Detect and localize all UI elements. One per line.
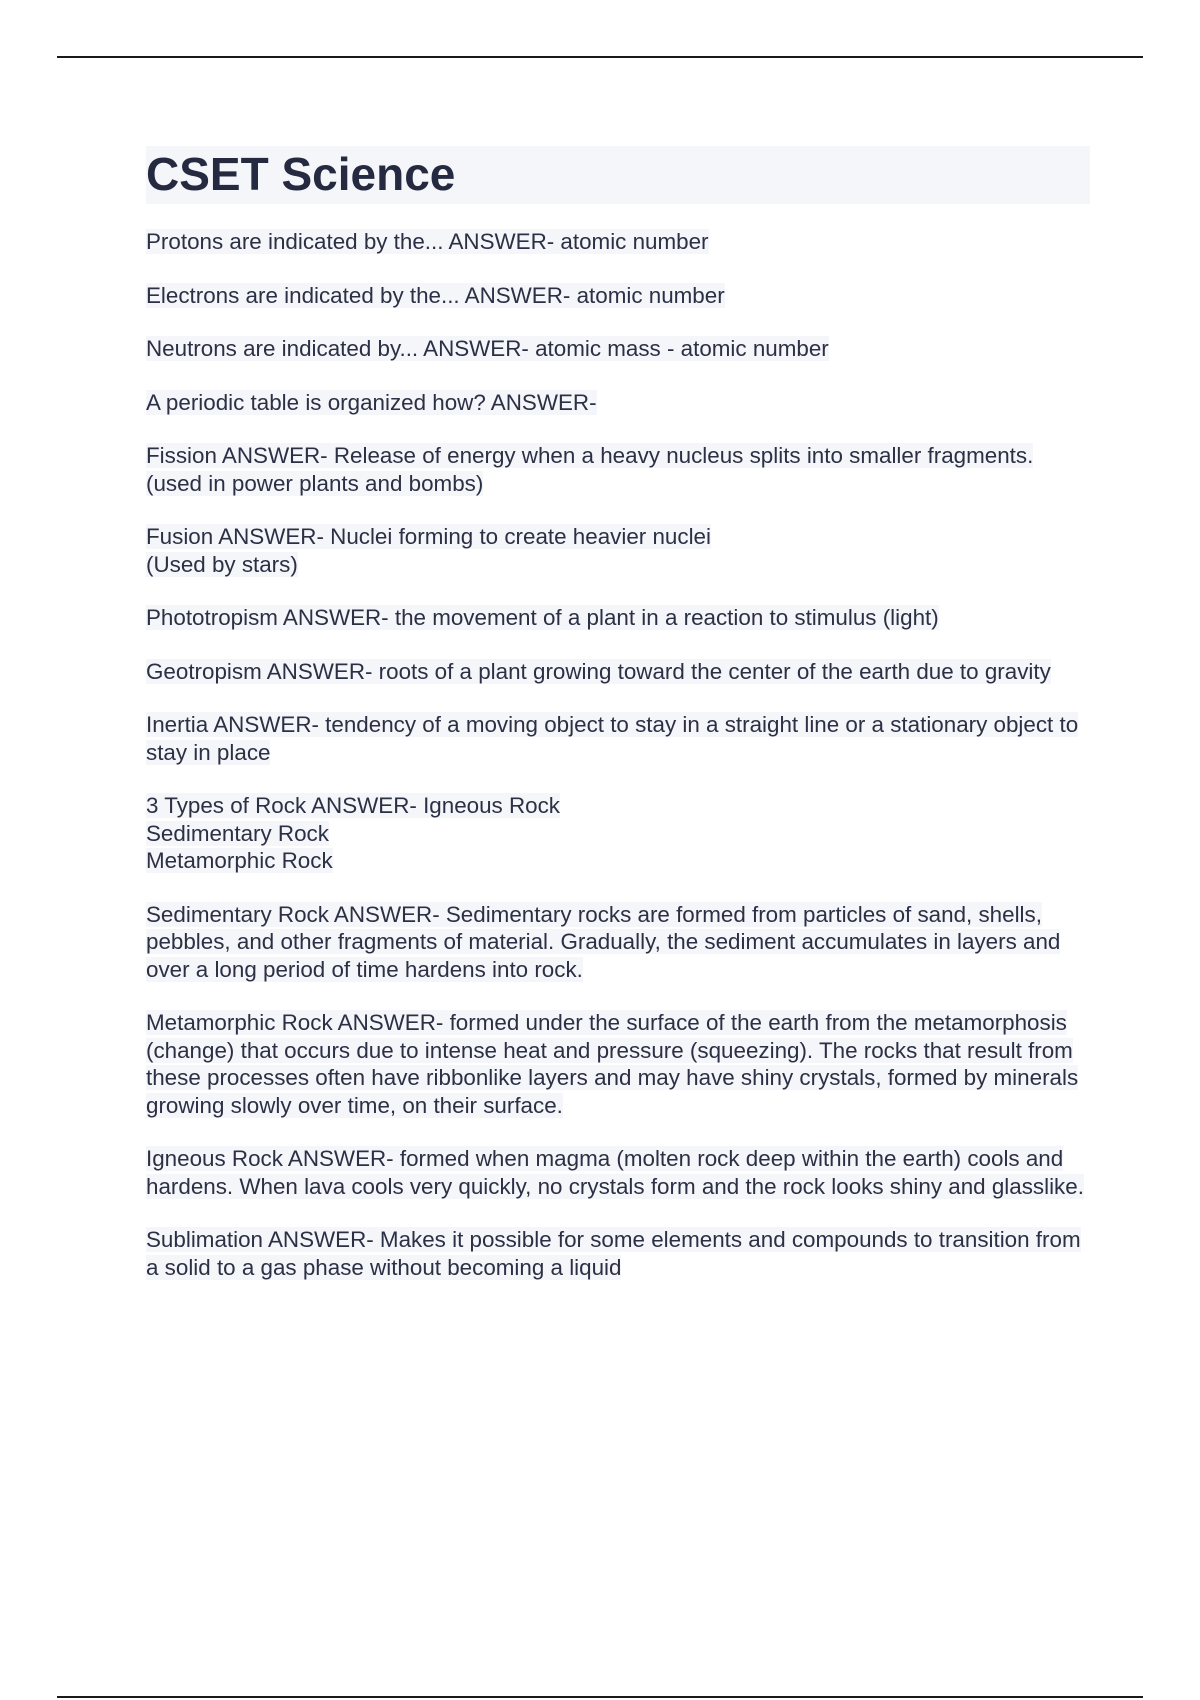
entry-line: Neutrons are indicated by... ANSWER- atomic mass - atomic number bbox=[146, 336, 829, 361]
entry-line: (Used by stars) bbox=[146, 551, 298, 577]
qa-entry-geotropism bbox=[146, 658, 1090, 686]
qa-entry-rock-types bbox=[146, 792, 1090, 875]
qa-entry-metamorphic-rock bbox=[146, 1009, 1090, 1119]
entry-line: 3 Types of Rock ANSWER- Igneous Rock bbox=[146, 793, 560, 818]
entry-line: Protons are indicated by the... ANSWER- atomic number bbox=[146, 229, 709, 254]
entry-line: Sedimentary Rock ANSWER- Sedimentary rocks are formed from particles of sand, shells, pebbles, and other fragments of material. Gradually, the sediment accumulates in layers and over a long period of time hardens into rock. bbox=[146, 901, 1061, 982]
entry-line: Phototropism ANSWER- the movement of a plant in a reaction to stimulus (light) bbox=[146, 605, 939, 630]
entry-line: Igneous Rock ANSWER- formed when magma (molten rock deep within the earth) cools and hardens. When lava cools very quickly, no crystals form and the rock looks shiny and glasslike. bbox=[146, 1146, 1084, 1199]
qa-entry-fusion bbox=[146, 523, 1090, 578]
entry-line: Metamorphic Rock bbox=[146, 848, 333, 873]
entry-line: Metamorphic Rock ANSWER- formed under the surface of the earth from the metamorphosis (change) that occurs due to intense heat and pressure (squeezing). The rocks that result from these processes often have ribbonlike layers and may have shiny crystals, formed by minerals growing slowly over time, on their surface. bbox=[146, 1010, 1079, 1118]
qa-entry-fission bbox=[146, 442, 1090, 497]
entry-line: Fission ANSWER- Release of energy when a heavy nucleus splits into smaller fragments. bbox=[146, 443, 1034, 468]
qa-entry-sedimentary-rock bbox=[146, 901, 1090, 984]
qa-entry-igneous-rock bbox=[146, 1145, 1090, 1200]
qa-entry-neutrons bbox=[146, 335, 1090, 363]
entry-line: Geotropism ANSWER- roots of a plant growing toward the center of the earth due to gravity bbox=[146, 658, 1051, 684]
document-title: CSET Science bbox=[146, 146, 1090, 204]
entry-line: Fusion ANSWER- Nuclei forming to create heavier nuclei bbox=[146, 524, 711, 549]
qa-entry-sublimation bbox=[146, 1226, 1090, 1281]
entry-line: A periodic table is organized how? ANSWER- bbox=[146, 389, 597, 415]
entry-line: Sublimation ANSWER- Makes it possible for some elements and compounds to transition from a solid to a gas phase without becoming a liquid bbox=[146, 1227, 1081, 1280]
document-body bbox=[146, 146, 1090, 1307]
entry-line: Electrons are indicated by the... ANSWER- atomic number bbox=[146, 282, 725, 308]
qa-entry-periodic-table bbox=[146, 389, 1090, 417]
bottom-rule bbox=[57, 1696, 1143, 1698]
qa-entry-electrons bbox=[146, 282, 1090, 310]
entry-line: Inertia ANSWER- tendency of a moving object to stay in a straight line or a stationary object to stay in place bbox=[146, 712, 1079, 765]
qa-entry-inertia bbox=[146, 711, 1090, 766]
qa-entry-phototropism bbox=[146, 604, 1090, 632]
entry-line: Sedimentary Rock bbox=[146, 820, 329, 846]
qa-entry-protons bbox=[146, 228, 1090, 256]
top-rule bbox=[57, 56, 1143, 58]
entry-line: (used in power plants and bombs) bbox=[146, 470, 484, 496]
